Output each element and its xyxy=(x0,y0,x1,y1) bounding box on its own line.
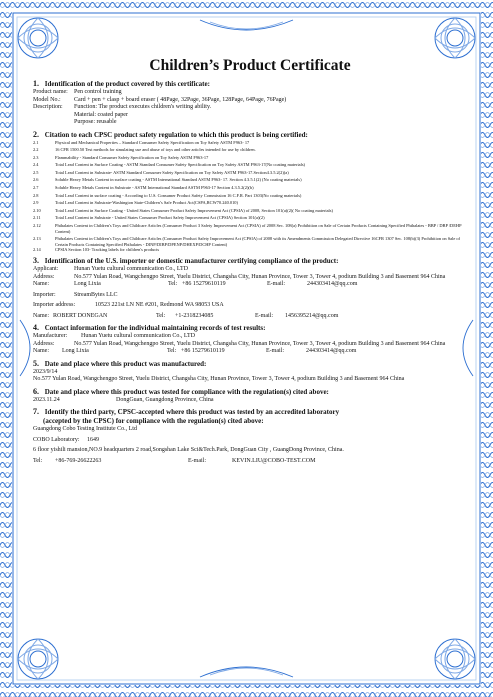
lab-tel: +86-769-26622263 xyxy=(55,457,102,464)
manufacture-date: 2023/9/14 xyxy=(33,368,58,375)
lab-address: 6 floor yishili mansion,NO.9 headquarters 2 road,Songshan Lake Sci&Tech.Park, DongGuan City , GuangDong Province, China. xyxy=(33,447,344,453)
citation-item xyxy=(33,147,467,153)
section-7-heading xyxy=(33,407,467,417)
field-label: Description: xyxy=(33,104,63,110)
test-date-place-row xyxy=(33,397,467,405)
lab-contact-row xyxy=(33,458,467,466)
contact-name: ROBERT DONEGAN xyxy=(53,312,108,319)
manufacturer-address-value: No.577 Yulan Road, Wangchengpo Street, Yuelu District, Changsha City, Hunan Province, Tower 3, Tower 4, podium Building 3 and Basement 964 China xyxy=(74,340,446,347)
contact-email: 1456395214@qq.com xyxy=(285,312,339,319)
test-place: DongGuan, Guangdong Province, China xyxy=(116,396,214,403)
citation-text: Total Lead Content in Surface Coating - United States Consumer Product Safety Improvement Act (CPSIA) of 2008, Section 101(a)(2)( No coating materials) xyxy=(55,207,333,213)
certificate-document xyxy=(33,56,467,672)
citation-number: 2.4 xyxy=(33,162,39,168)
citation-item xyxy=(33,140,467,146)
citation-text: 16 CFR 1500.50 Test methods for simulating use and abuse of toys and other articles intended for use by children. xyxy=(55,147,256,153)
section-4-heading xyxy=(33,323,467,333)
citation-item xyxy=(33,223,467,234)
section-6-heading xyxy=(33,387,467,397)
section-title: Identification of the product covered by this certificate: xyxy=(44,80,210,88)
field-label: Importer: xyxy=(33,291,56,298)
model-row xyxy=(33,97,467,105)
citation-item xyxy=(33,208,467,214)
citation-text: Soluble Heavy Metals Content in surface coating - ASTM International Standard ASTM F963- 17. Section 4.3.5.1(2) (No coating materials) xyxy=(55,177,302,183)
page-title: Children’s Product Certificate xyxy=(149,57,351,74)
cobo-lab-number: 1649 xyxy=(87,436,99,443)
citation-item xyxy=(33,236,467,247)
section-number: 5. xyxy=(33,358,39,368)
citation-number: 2.12 xyxy=(33,223,41,229)
citation-item xyxy=(33,185,467,191)
applicant-row xyxy=(33,266,467,274)
citation-item xyxy=(33,193,467,199)
contact-email: 244303414@qq.com xyxy=(307,281,358,287)
description-line: Purpose: reusable xyxy=(74,119,117,125)
citation-item xyxy=(33,215,467,221)
field-label: Tel: xyxy=(156,312,166,319)
citation-number: 2.8 xyxy=(33,192,39,198)
importer-address-value: 10523 221st LN NE #201, Redmond WA 98053 USA xyxy=(95,302,224,308)
section-title: Identification of the U.S. importer or domestic manufacturer certifying compliance of the product: xyxy=(44,257,339,265)
lab-name: Guangdong Cobo Testing Institute Co., Ltd xyxy=(33,426,137,432)
section-number: 6. xyxy=(33,386,39,396)
citation-text: CPSIA Section 103- Tracking labels for children's products xyxy=(55,247,160,253)
section-title: Identify the third party, CPSC-accepted where this product was tested by an accredited laboratory xyxy=(44,408,340,416)
section-title: Contact information for the individual maintaining records of test results: xyxy=(44,324,266,332)
manufacturer-contact-row xyxy=(33,348,467,356)
citation-number: 2.11 xyxy=(33,215,41,221)
importer-value: StreamBytes LLC xyxy=(74,291,118,298)
citation-number: 2.5 xyxy=(33,169,39,175)
section-title: Date and place where this product was manufactured: xyxy=(44,359,207,368)
field-label: E-mail: xyxy=(266,348,284,354)
description-row xyxy=(33,104,467,127)
applicant-contact-row xyxy=(33,281,467,289)
citation-number: 2.14 xyxy=(33,247,41,253)
manufacturer-row xyxy=(33,333,467,341)
section-number: 1. xyxy=(33,79,39,88)
section-number: 2. xyxy=(33,129,39,139)
cobo-lab-row xyxy=(33,437,467,445)
section-title: Citation to each CPSC product safety regulation to which this product is being certified: xyxy=(44,130,308,139)
citation-number: 2.9 xyxy=(33,200,39,206)
citation-text: Phthalates Content in Children's Toys and Childcare Articles (Consumer Product Safety Improvement Act (CPSIA) of 2008 with its Amendments Commission Delegated Directive 16CFR 1307 Sec. 108(b)(3) Prohibition on Sale of Certain Products Containing Specified Phthalates - DINP/DIBP/DPENP/DHEXP/DCHP Content) xyxy=(55,236,461,247)
manufacture-place: No.577 Yulan Road, Wangchengpo Street, Yuelu District, Changsha City, Hunan Province, Tower 3, Tower 4, podium Building 3 and Basement 964 China xyxy=(33,376,405,382)
section-3-heading xyxy=(33,256,467,266)
field-label: Name: xyxy=(33,312,49,319)
citation-number: 2.6 xyxy=(33,177,39,183)
citation-number: 2.13 xyxy=(33,236,41,242)
citation-text: Total Lead Content in Surface Coating - ASTM Standard Consumer Safety Specification on Toy Safety ASTM F963-17(No coating materials) xyxy=(55,162,306,168)
citation-text: Total Lead Content in Substrate- ASTM Standard Consumer Safety Specification on Toy Safety ASTM F963-17.Section4.3.5.2(2)(a) xyxy=(55,169,289,175)
section-number: 3. xyxy=(33,256,39,265)
citation-number: 2.10 xyxy=(33,207,41,213)
applicant-value: Hunan Yuetu cultural communication Co., LTD xyxy=(74,266,189,272)
contact-tel: +86 15279610119 xyxy=(181,348,225,354)
description-value xyxy=(74,104,467,127)
field-label: Address: xyxy=(33,340,55,347)
citation-number: 2.3 xyxy=(33,154,39,160)
product-name-value: Pen control training xyxy=(74,89,122,95)
field-label: Tel: xyxy=(33,457,43,464)
citation-text: Total Lead Content in surface coating - According to U.S. Consumer Product Safety Commission 16 C.F.R. Part 1303(No coating materials) xyxy=(55,192,302,198)
model-value: Card + pen + clasp + board eraser ( 48Page, 32Page, 36Page, 128Page, 64Page, 76Page) xyxy=(74,96,287,103)
citation-item xyxy=(33,200,467,206)
citation-text: Total Lead Content in Substrate - United States Consumer Product Safety Improvement Act (CPSIA) Section 101(a)(2) xyxy=(55,215,265,221)
citation-item xyxy=(33,177,467,183)
field-label: Address: xyxy=(33,273,55,280)
section-number: 4. xyxy=(33,323,39,332)
test-date: 2023.11.24 xyxy=(33,396,60,403)
field-label: E-mail: xyxy=(267,281,285,287)
applicant-address-row xyxy=(33,274,467,282)
manufacturer-address-row xyxy=(33,341,467,349)
citation-list xyxy=(33,140,467,254)
contact-name: Long Lixia xyxy=(62,348,89,354)
manufacturer-value: Hunan Yuetu cultural communication Co., LTD xyxy=(81,333,196,339)
citation-text: Phthalates Content in Children's Toys and Childcare Articles (Consumer Product 3 Safety Improvement Act (CPSIA) of 2008 Sec. 108(a) Prohibition on Sale of Certain Products Containing Specified Phthalates - BBP / DBP /DEHP Content) xyxy=(55,223,462,234)
citation-number: 2.1 xyxy=(33,139,39,145)
field-label: E-mail: xyxy=(188,457,206,464)
citation-item xyxy=(33,247,467,253)
field-label: Tel: xyxy=(168,281,178,287)
field-label: Name: xyxy=(33,281,49,287)
section-1-heading xyxy=(33,79,467,89)
citation-text: Total Lead Content in Substrate-Washington State-Children’s Safe Product Act(CSPA,RCW70.240.010) xyxy=(55,200,238,206)
citation-item xyxy=(33,170,467,176)
contact-email: 244303414@qq.com xyxy=(306,348,357,354)
citation-number: 2.2 xyxy=(33,147,39,153)
contact-tel: +1-2318234085 xyxy=(175,312,214,319)
citation-item xyxy=(33,155,467,161)
product-name-row xyxy=(33,89,467,97)
field-label: Manufacturer: xyxy=(33,333,68,339)
citation-number: 2.7 xyxy=(33,185,39,191)
field-label: Product name: xyxy=(33,89,68,95)
description-line: Function: The product executes children's writing ability. xyxy=(74,104,212,110)
citation-text: Physical and Mechanical Properties – Standard Consumer Safety Specification on Toy Safety ASTM F963- 17 xyxy=(55,139,250,145)
contact-name: Long Lixia xyxy=(74,281,101,287)
section-2-heading xyxy=(33,130,467,140)
importer-address-row xyxy=(33,302,467,310)
citation-text: Soluble Heavy Metals Content in Substrate - ASTM International Standard ASTM F963-17 Section 4.3.5.2(2)(b) xyxy=(55,185,254,191)
importer-row xyxy=(33,292,467,300)
applicant-address-value: No.577 Yulan Road, Wangchengpo Street, Yuelu District, Changsha City, Hunan Province, Tower 3, Tower 4, podium Building 3 and Basement 964 China xyxy=(74,273,446,280)
section-5-heading xyxy=(33,359,467,369)
description-line: Material: coated paper xyxy=(74,111,128,118)
section-7-heading-cont: (accepted by the CPSC) for compliance with the regulation(s) cited above: xyxy=(43,417,264,425)
field-label: Importer address: xyxy=(33,302,76,308)
field-label: Name: xyxy=(33,348,49,354)
section-number: 7. xyxy=(33,407,39,416)
citation-item xyxy=(33,162,467,168)
field-label: Applicant: xyxy=(33,266,59,272)
lab-email: KEVIN.LIU@COBO-TEST.COM xyxy=(232,457,316,464)
importer-contact-row xyxy=(33,313,467,321)
contact-tel: +86 15279610119 xyxy=(182,281,226,287)
citation-text: Flammability - Standard Consumer Safety Specification on Toy Safety ASTM F963-17 xyxy=(55,154,209,160)
field-label: COBO Laboratory: xyxy=(33,436,80,443)
field-label: Model No.: xyxy=(33,96,61,103)
field-label: Tel: xyxy=(167,348,177,354)
section-title: Date and place where this product was tested for compliance with the regulation(s) cited above: xyxy=(44,387,329,396)
field-label: E-mail: xyxy=(255,312,273,319)
